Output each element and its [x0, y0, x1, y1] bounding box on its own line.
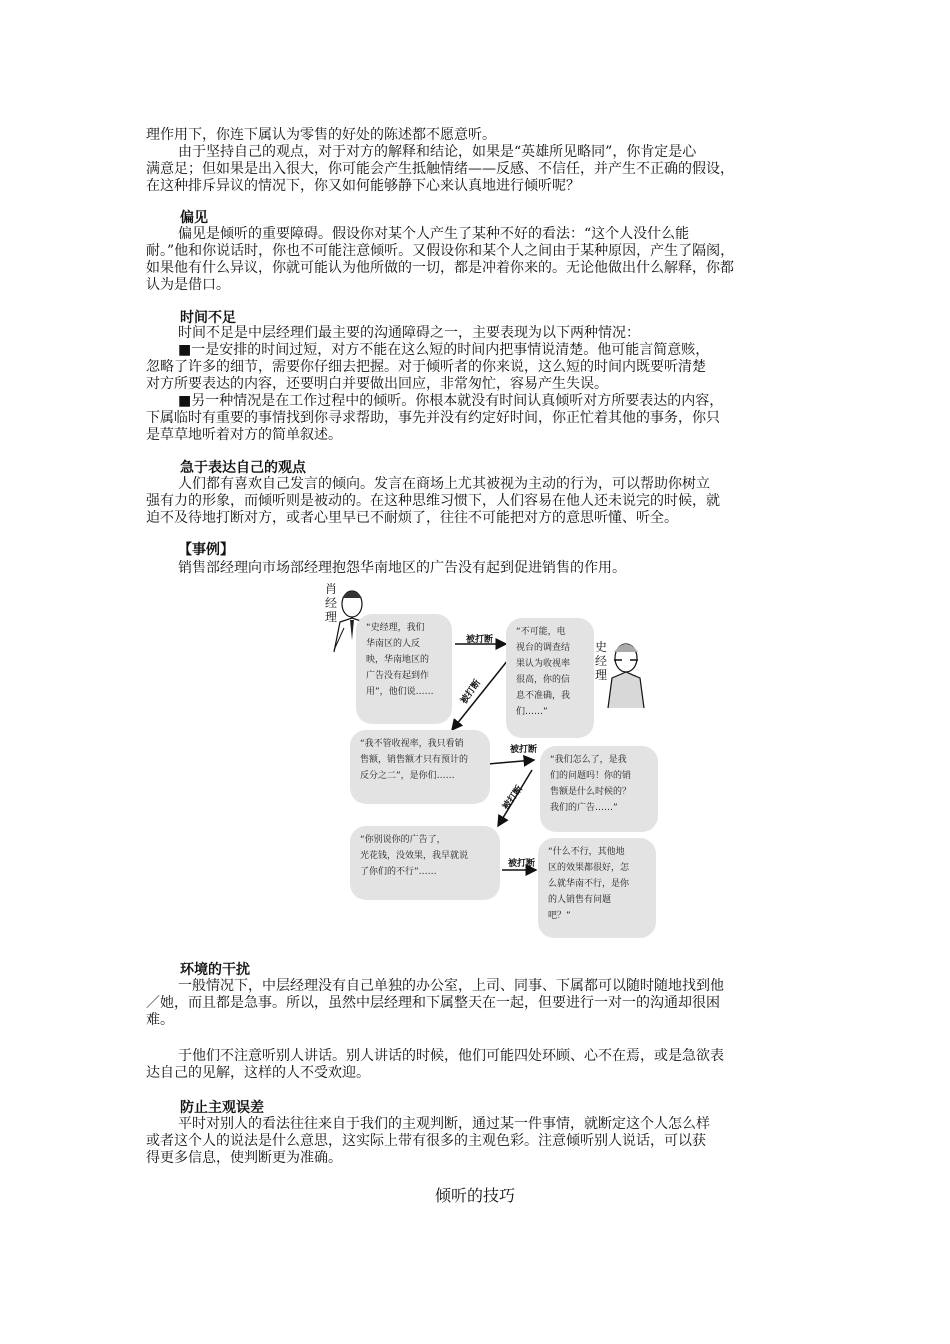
interrupt-tag: 被打断 [501, 784, 525, 813]
paragraph-subjective [146, 1116, 810, 1167]
speech-bubble-shi-2 [540, 746, 658, 832]
speech-bubble-xiao-2 [350, 730, 490, 804]
dialogue-diagram [324, 580, 670, 940]
text-line: 认为是借口。 [146, 277, 230, 293]
text-line: 忽略了许多的细节，需要你仔细去把握。对于倾听者的你来说，这么短的时间内既要听清楚 [146, 359, 706, 375]
text-line: 对方所要表达的内容，还要明白并要做出回应，非常匆忙，容易产生失误。 [146, 376, 608, 392]
text-line: 平时对别人的看法往往来自于我们的主观判断，通过某一件事情，就断定这个人怎么样 [178, 1116, 710, 1132]
bubble-line: 映，华南地区的 [366, 655, 430, 665]
heading-environment: 环境的干扰 [180, 962, 250, 978]
case-text: 销售部经理向市场部经理抱怨华南地区的广告没有起到促进销售的作用。 [178, 560, 626, 576]
bubble-line: 很高，你的信 [516, 675, 571, 685]
bubble-line: “我不管收视率，我只看销 [360, 739, 464, 749]
text-line: 耐。”他和你说话时，你也不可能注意倾听。又假设你和某个人之间由于某种原因，产生了隔阂， [146, 243, 735, 259]
heading-time: 时间不足 [180, 310, 236, 326]
text-line: 于他们不注意听别人讲话。别人讲话的时候，他们可能四处环顾、心不在焉，或是急欲表 [178, 1048, 724, 1064]
bubble-line: “你别说你的广告了， [360, 835, 446, 845]
text-line: 如果他有什么异议，你就可能认为他所做的一切，都是冲着你来的。无论他做出什么解释，你都 [146, 260, 734, 276]
bubble-line: “史经理，我们 [366, 623, 425, 633]
bubble-line: 我们的广告……” [550, 803, 618, 813]
paragraph-bias [146, 226, 810, 294]
paragraph-eager [146, 476, 810, 527]
text-line: 下属临时有重要的事情找到你寻求帮助，事先并没有约定好时间，你正忙着其他的事务，你只 [146, 410, 720, 426]
text-line: 或者这个人的说法是什么意思，这实际上带有很多的主观色彩。注意倾听别人说话，可以获 [146, 1133, 706, 1149]
xiao-name-label: 肖经理 [324, 582, 337, 624]
bubble-line: 光花钱，没效果，我早就说 [360, 851, 469, 861]
case-label: 【事例】 [178, 542, 234, 558]
bubble-line: “我们怎么了，是我 [550, 755, 627, 765]
section-title: 倾听的技巧 [434, 1186, 515, 1205]
heading-eager: 急于表达自己的观点 [180, 460, 306, 476]
bubble-line: “不可能，电 [516, 627, 566, 637]
text-line: 理作用下，你连下属认为零售的好处的陈述都不愿意听。 [146, 127, 496, 143]
bubble-line: 息不准确，我 [516, 691, 571, 701]
paragraph-stubbornness [146, 127, 810, 195]
bubble-line: 用”，他们说…… [366, 687, 434, 697]
interrupt-tag: 被打断 [459, 678, 483, 707]
speech-bubble-xiao-3 [350, 826, 500, 900]
paragraph-environment [146, 978, 810, 1029]
interrupt-tag: 被打断 [466, 635, 494, 645]
text-line: ／她，而且都是急事。所以，虽然中层经理和下属整天在一起，但要进行一对一的沟通却很困 [146, 995, 720, 1011]
bubble-line: 们的问题吗！你的销 [550, 771, 632, 781]
text-line: 得更多信息，使判断更为准确。 [146, 1150, 342, 1166]
speech-bubble-shi-1 [506, 618, 594, 738]
text-line: 强有力的形象，而倾听则是被动的。在这种思维习惯下，人们容易在他人还未说完的时候，就 [146, 493, 720, 509]
bubble-line: 区的效果都很好，怎 [548, 863, 630, 873]
text-line: 人们都有喜欢自己发言的倾向。发言在商场上尤其被视为主动的行为，可以帮助你树立 [178, 476, 710, 492]
text-line: 偏见是倾听的重要障碍。假设你对某个人产生了某种不好的看法：“这个人没什么能 [178, 226, 690, 242]
bubble-line: 售额是什么时候的？ [550, 787, 632, 797]
speech-bubble-shi-3 [538, 838, 656, 938]
paragraph-time [146, 325, 810, 444]
bubble-line: 反分之二”，是你们…… [360, 771, 455, 781]
bubble-line: 的人销售有问题 [548, 895, 612, 905]
bubble-line: 吧？” [548, 911, 571, 921]
text-line: 由于坚持自己的观点，对于对方的解释和结论，如果是“英雄所见略同”，你肯定是心 [178, 144, 697, 160]
bubble-line: 视台的调查结 [516, 643, 571, 653]
shi-name-label: 史经理 [594, 640, 607, 682]
text-line: 在这种排斥异议的情况下，你又如何能够静下心来认真地进行倾听呢？ [146, 178, 580, 194]
heading-bias: 偏见 [180, 210, 208, 226]
text-line: ■一是安排的时间过短，对方不能在这么短的时间内把事情说清楚。他可能言简意赅， [178, 342, 710, 358]
text-line: 时间不足是中层经理们最主要的沟通障碍之一，主要表现为以下两种情况： [178, 325, 640, 341]
text-line: 难。 [146, 1012, 174, 1028]
interrupt-tag: 被打断 [508, 859, 536, 869]
bubble-line: 们……” [516, 707, 548, 717]
bubble-line: 么就华南不行，是你 [548, 879, 630, 889]
text-line: 达自己的见解，这样的人不受欢迎。 [146, 1065, 370, 1081]
text-line: ■另一种情况是在工作过程中的倾听。你根本就没有时间认真倾听对方所要表达的内容， [178, 393, 724, 409]
bubble-line: 售额，销售额才只有预计的 [360, 755, 469, 765]
bubble-line: “什么不行，其他地 [548, 847, 625, 857]
interrupt-tag: 被打断 [510, 745, 538, 755]
paragraph-attention [146, 1048, 810, 1082]
bubble-line: 果认为收视率 [516, 659, 571, 669]
bubble-line: 华南区的人反 [366, 639, 421, 649]
arrow [488, 760, 534, 764]
text-line: 一般情况下，中层经理没有自己单独的办公室，上司、同事、下属都可以随时随地找到他 [178, 978, 724, 994]
heading-subjective: 防止主观误差 [180, 1100, 264, 1116]
text-line: 满意足；但如果是出入很大，你可能会产生抵触情绪——反感、不信任，并产生不正确的假设， [146, 161, 734, 177]
bubble-line: 广告没有起到作 [366, 671, 430, 681]
shi-figure-icon [608, 644, 644, 708]
bubble-line: 了你们的不行”…… [360, 867, 437, 877]
text-line: 是草草地听着对方的简单叙述。 [146, 427, 342, 443]
text-line: 迫不及待地打断对方，或者心里早已不耐烦了，往往不可能把对方的意思听懂、听全。 [146, 510, 678, 526]
speech-bubble-xiao-1 [356, 614, 452, 724]
